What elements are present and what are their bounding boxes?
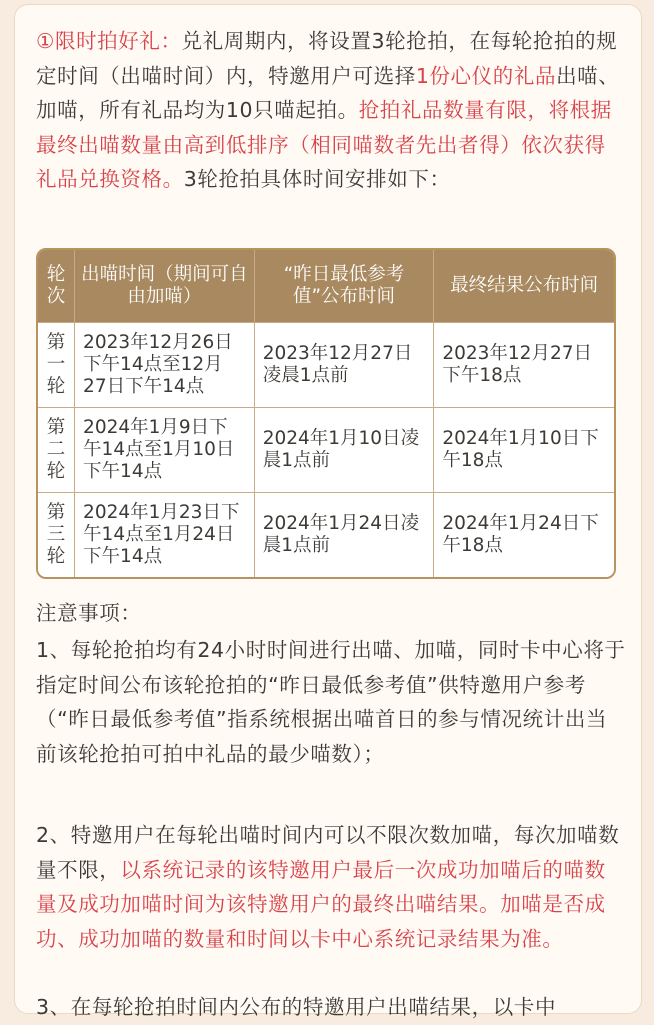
note-item-2-highlight: 以系统记录的该特邀用户最后一次成功加喵后的喵数量及成功加喵时间为该特邀用户的最终出喵结果。加喵是否成功、成功加喵的数量和时间以卡中心系统记录结果为准。 [36,857,606,951]
result-time-cell: 2023年12月27日下午18点 [434,322,614,407]
table-header-row [38,250,614,322]
intro-title: ①限时拍好礼： [36,29,182,53]
notes-title: 注意事项： [36,601,142,625]
result-time-cell: 2024年1月10日下午18点 [434,407,614,492]
note-item-2-text: 2、特邀用户在每轮出喵时间内可以不限次数加喵，每次加喵数量不限， [36,823,620,882]
note-item-2 [36,818,626,956]
result-time-cell: 2024年1月24日下午18点 [434,492,614,577]
intro-text-d: 抢拍礼品数量有限，将根据最终出喵数量由高到低排序（相同喵数者先出者得）依次获得礼品兑换资格。 [36,98,612,191]
header-ref-time: “昨日最低参考值”公布时间 [255,250,435,322]
table-row [38,322,614,407]
intro-text-e: 3轮抢拍具体时间安排如下： [183,167,451,191]
bid-time-cell: 2023年12月26日下午14点至12月27日下午14点 [75,322,255,407]
ref-time-cell: 2023年12月27日凌晨1点前 [255,322,435,407]
ref-time-cell: 2024年1月24日凌晨1点前 [255,492,435,577]
header-result-time: 最终结果公布时间 [434,250,614,322]
bid-time-cell: 2024年1月23日下午14点至1月24日下午14点 [75,492,255,577]
schedule-table [36,248,616,579]
note-item-3-partial: 3、在每轮抢拍时间内公布的特邀用户出喵结果，以卡中 [36,995,557,1019]
intro-text-a: 兑礼周期内，将设置3轮抢拍，在每轮抢拍的规定时间（出喵时间）内，特邀用户可选择 [36,29,618,88]
note-item-1: 1、每轮抢拍均有24小时时间进行出喵、加喵，同时卡中心将于指定时间公布该轮抢拍的“昨日最低参考值”供特邀用户参考（“昨日最低参考值”指系统根据出喵首日的参与情况统计出当前该轮抢拍可拍中礼品的最少喵数）； [36,638,626,766]
ref-time-cell: 2024年1月10日凌晨1点前 [255,407,435,492]
bid-time-cell: 2024年1月9日下午14点至1月10日下午14点 [75,407,255,492]
intro-paragraph [36,24,626,197]
header-round: 轮次 [38,250,75,322]
table-row [38,407,614,492]
table-row [38,492,614,577]
round-cell: 第二轮 [38,407,75,492]
intro-text-c: 出喵、加喵，所有礼品均为10只喵起拍。 [36,63,620,122]
intro-text-b: 1份心仪的礼品 [415,63,557,88]
round-cell: 第三轮 [38,492,75,577]
round-cell: 第一轮 [38,322,75,407]
header-bid-time: 出喵时间（期间可自由加喵） [75,250,255,322]
